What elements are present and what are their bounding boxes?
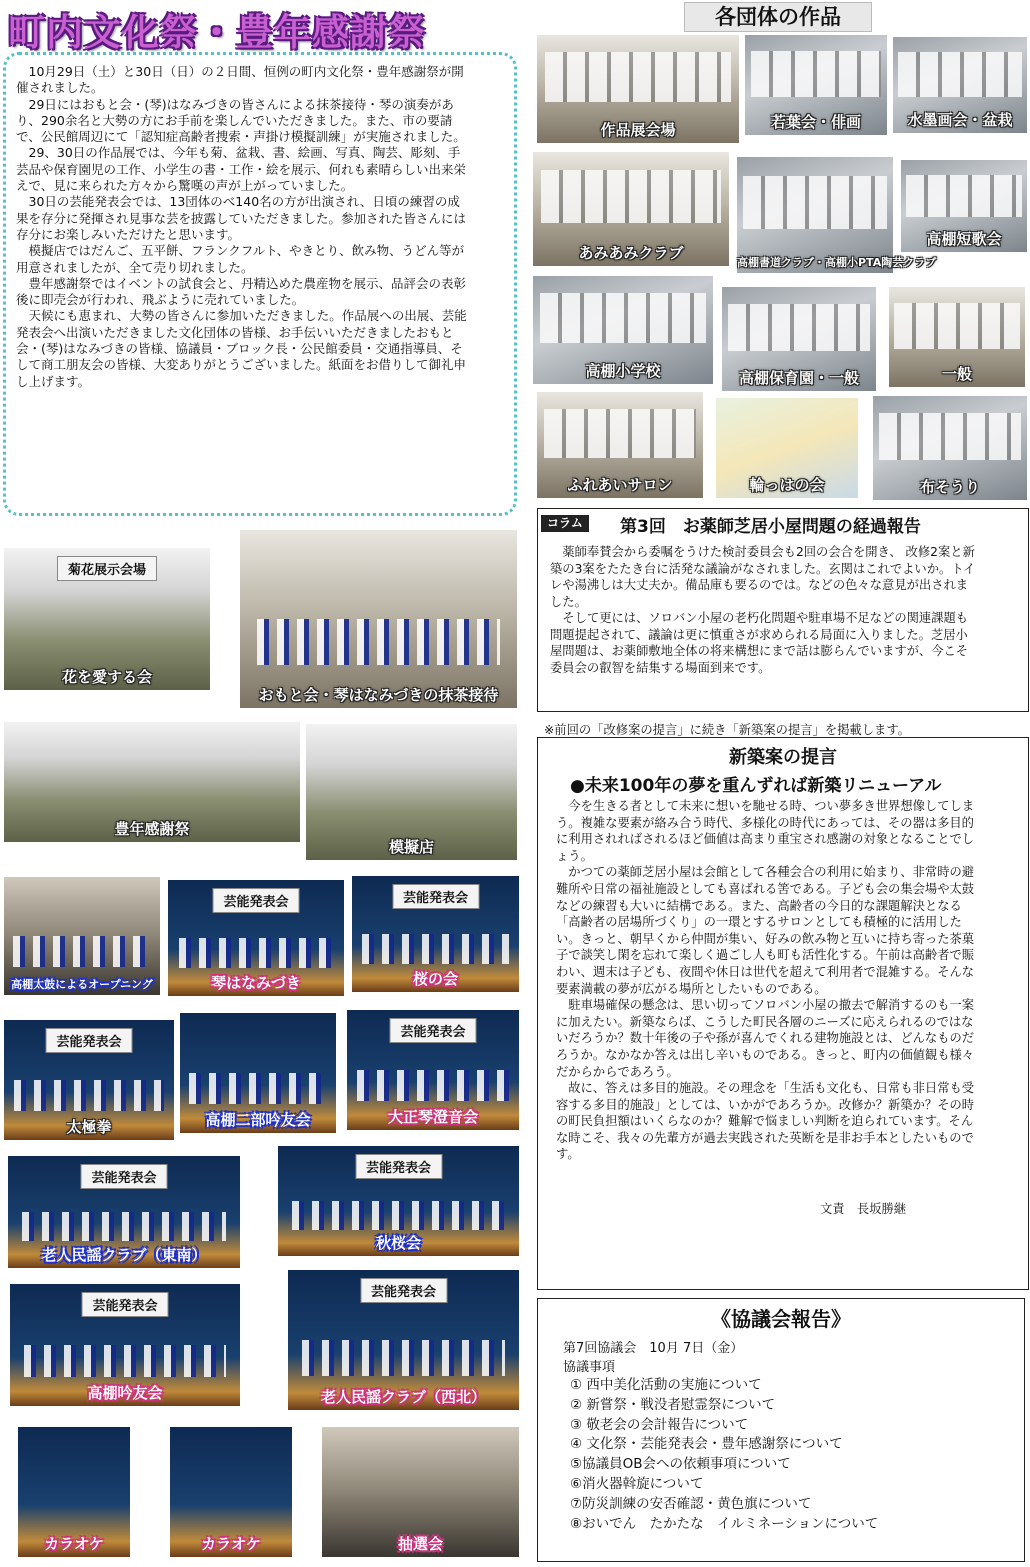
photo-content [728,304,870,352]
event-photo [18,1427,130,1557]
photo-content [13,936,150,967]
works-photo [533,152,729,266]
photo-caption: 太極拳 [66,1118,112,1136]
council-title: 《協議会報告》 [711,1307,851,1331]
column-text [550,544,976,676]
photo-content [302,1340,505,1376]
photo-content [292,1201,504,1230]
photo-content [24,1345,226,1377]
council-agenda-label: 協議事項 [563,1360,616,1375]
event-photo [168,880,344,996]
intro-paragraph: 豊年感謝祭ではイベントの試食会と、丹精込めた農産物を展示、品評会の表彰後に即売会が行われ、飛ぶように売れていました。 [16,275,467,308]
event-photo [306,724,517,860]
photo-banner: 芸能発表会 [80,1164,167,1189]
agenda-item: ⑧おいでん たかたな イルミネーションについて [570,1515,879,1532]
photo-caption: 模擬店 [388,838,434,856]
photo-caption: 琴はなみづき [211,974,301,992]
photo-caption: 高棚吟友会 [87,1384,163,1402]
photo-banner: 芸能発表会 [360,1278,447,1303]
proposal-title: 新築案の提言 [729,747,837,768]
photo-content [357,1070,508,1101]
proposal-paragraph: 駐車場確保の懸念は、思い切ってソロバン小屋の撤去で解消するのも一案に加えたい。新築ならば、こうした町民各層のニーズに応えられるのではないだろうか？数十年後の子や孫が喜んでくれる建物施設とは、どんなものだろうか。なかなか答えは出し辛いものである。きっと、町内の価値観も様々だからからであろう。 [556,998,975,1079]
photo-caption: 一般 [941,365,972,383]
intro-text [16,64,472,390]
event-photo [278,1146,519,1256]
photo-caption: 高棚保育園・一般 [738,369,859,387]
proposal-paragraph: かつての薬師芝居小屋は会館として各種会合の利用に始まり、非常時の避難所や日常の福祉施設としても喜ばれる筈である。子ども会の集会場や太鼓などの練習も大いに結構である。また、高齢者の今日的な課題解決となる「高齢者の居場所づくり」の一環とするサロンとしても積極的に活用したい。きっと、朝早くから仲間が集い、好みの飲み物と互いに持ち寄った茶菓子で談笑し閑を忘れて楽しく過ごし人も町も活性化する。午前は高齢者で賑わい、週末は子ども、夜間や休日は世代を超えて利用者で混雑する。そんな要素満載の夢が広がる場所としたいものである。 [556,865,975,996]
works-photo [533,276,713,384]
photo-caption: 高棚小学校 [585,362,661,380]
photo-caption: 老人民謡クラブ（西北） [320,1388,486,1406]
photo-banner: 芸能発表会 [389,1018,476,1043]
intro-paragraph: 模擬店ではだんご、五平餅、フランクフルト、やきとり、飲み物、うどん等が用意されましたが、全て売り切れました。 [16,243,465,275]
event-photo [347,1010,519,1130]
column-paragraph: そして更には、ソロバン小屋の老朽化問題や駐車場不足などの関連課題も問題提起されて、議論は更に慎重さが求められる局面に入りました。芝居小屋問題は、お薬師敷地全体の将来構想にまで話は膨らんでいますが、今こそ委員会の叡智を結集する場面到来です。 [550,611,969,675]
works-photo [716,398,858,498]
photo-caption: 花を愛する会 [61,668,152,686]
photo-caption: おもと会・琴はなみづきの抹茶接待 [258,686,499,704]
agenda-item: ④ 文化祭・芸能発表会・豊年感謝祭について [570,1436,843,1453]
photo-content [14,1080,164,1111]
agenda-item: ⑥消火器斡旋について [570,1475,704,1492]
works-photo [889,287,1025,387]
proposal-paragraph: 故に、答えは多目的施設。その理念を「生活も文化も、日常も非日常も受容する多目的施設」としては、いかがであろうか。改修か？新築か？その時の町民負担額はいくらなのか？難解で悩ましい判断を迫られています。そんな時こそ、我々の先輩方が過去実践された英断を是非お手本としたいものです。 [556,1081,975,1162]
photo-caption: 若葉会・俳画 [770,113,861,131]
intro-paragraph: 30日の芸能発表会では、13団体のべ140名の方が出演され、日頃の練習の成果を存分に発揮され見事な芸を披露していただきました。参加された皆さんには存分にお楽しみいただけたと思います。 [16,194,467,242]
works-section-title: 各団体の作品 [684,2,872,32]
intro-paragraph: 29、30日の作品展では、今年も菊、盆栽、書、絵画、写真、陶芸、彫刻、手芸品や保育園児の工作、小学生の書・工作・絵を展示、何れも素晴らしい出来栄えで、見に来られた方々から驚嘆の声が上がっていました。 [16,145,467,194]
event-photo [170,1427,292,1557]
photo-content [22,1212,226,1241]
photo-caption: 高棚短歌会 [926,230,1002,248]
event-photo [4,548,210,690]
event-photo [8,1156,240,1268]
proposal-text [556,798,982,1163]
event-photo [240,530,517,708]
event-photo [322,1427,519,1557]
photo-content [879,413,1021,461]
agenda-item: ① 西中美化活動の実施について [570,1377,762,1393]
photo-content [179,938,334,968]
photo-caption: ふれあいサロン [567,476,673,494]
photo-banner: 菊花展示会場 [57,556,157,581]
photo-content [894,303,1019,349]
photo-caption: 高棚書道クラブ・高棚小PTA陶芸クラブ [737,256,937,269]
works-photo [873,396,1027,500]
intro-paragraph: 10月29日（土）と30日（日）の２日間、恒例の町内文化祭・豊年感謝祭が開催されました。 [16,64,464,96]
photo-caption: 高棚太鼓によるオープニング [11,978,153,991]
photo-caption: 布そうり [919,478,980,496]
photo-content [906,175,1022,217]
photo-content [189,1073,326,1104]
intro-paragraph: 天候にも恵まれ、大勢の皆さんに参加いただきました。作品展への出展、芸能発表会へ出演いただきました文化団体の皆様、お手伝いいただきましたおもと会・(琴)はなみづきの皆様、協議員・ブロック長・公民館委員・交通指導員、そして商工朋友会の皆様、大変ありがとうございました。紙面をお借りして御礼申し上げます。 [16,308,467,389]
photo-content [898,52,1021,96]
proposal-author: 文責 長坂勝継 [820,1202,907,1216]
column-title: 第3回 お薬師芝居小屋問題の経過報告 [620,517,921,537]
photo-banner: 芸能発表会 [212,888,299,913]
photo-content [362,934,509,964]
photo-content [257,619,501,665]
event-photo [10,1284,240,1406]
event-photo [4,722,300,842]
photo-caption: 抽選会 [397,1535,443,1553]
page-title: 町内文化祭・豊年感謝祭 [8,11,426,54]
works-photo [901,160,1027,252]
photo-banner: 芸能発表会 [392,884,479,909]
photo-content [751,51,882,97]
photo-banner: 芸能発表会 [355,1154,442,1179]
photo-caption: カラオケ [201,1535,261,1553]
agenda-item: ⑤協議員OB会への依頼事項について [570,1456,791,1473]
photo-banner: 芸能発表会 [45,1028,132,1053]
photo-content [544,409,697,458]
works-photo [537,392,703,498]
works-photo [893,37,1027,133]
photo-content [743,176,887,229]
agenda-item: ⑦防災訓練の安否確認・黄色旗について [570,1495,812,1512]
event-photo [180,1013,336,1133]
photo-content [540,293,706,343]
event-photo [4,877,160,995]
photo-caption: カラオケ [44,1535,104,1553]
photo-banner: 芸能発表会 [81,1292,168,1317]
photo-caption: 豊年感謝祭 [114,820,190,838]
council-agenda-list [570,1376,878,1534]
photo-content [541,170,721,222]
photo-content [545,52,731,102]
photo-caption: 桜の会 [412,970,458,988]
works-photo [722,287,876,391]
agenda-item: ③ 敬老会の会計報告について [570,1416,749,1433]
works-photo [537,35,739,143]
photo-caption: 老人民謡クラブ（東南） [41,1246,207,1264]
agenda-item: ② 新嘗祭・戦没者慰霊祭について [570,1396,776,1413]
event-photo [4,1020,174,1140]
photo-caption: あみあみクラブ [578,244,684,262]
photo-caption: 秋桜会 [375,1234,421,1252]
column-paragraph: 薬師奉賛会から委嘱をうけた検討委員会も2回の会合を開き、 改修2案と新築の3案をたたき台に活発な議論がなされました。玄関はこれでよいか。トイレや湯沸しは大丈夫か。備品庫も要るのでは。などの色々な意見が出されました。 [550,545,976,609]
intro-paragraph: 29日にはおもと会・(琴)はなみづきの皆さんによる抹茶接待・琴の演奏があり、290余名と大勢の方にお手前を楽しんでいただきました。また、市の要請で、公民館周辺にて「認知症高齢者捜索・声掛け模擬訓練」が実施されました。 [16,96,466,145]
column-note: ※前回の「改修案の提言」に続き「新築案の提言」を掲載します。 [544,723,910,737]
works-photo [737,157,937,273]
event-photo [288,1270,519,1410]
photo-caption: 高棚二部吟友会 [205,1111,311,1129]
photo-caption: 作品展会場 [600,121,676,139]
photo-caption: 水墨画会・盆栽 [907,111,1013,129]
photo-caption: 輪っはの会 [749,476,825,494]
proposal-subtitle: ●未来100年の夢を重んずれば新築リニューアル [570,776,942,796]
column-tag: コラム [541,515,589,532]
council-meeting: 第7回協議会 10月 7日（金） [563,1341,744,1356]
photo-caption: 大正琴澄音会 [387,1108,478,1126]
works-photo [745,35,887,135]
proposal-paragraph: 今を生きる者として未来に想いを馳せる時、つい夢多き世界想像してしまう。複雑な要素が絡み合う時代、多様化の時代にあっては、その器は多目的に利用されればされるほど価値は高まり重宝され感謝の対象となることでしょう。 [556,799,975,863]
event-photo [352,876,519,992]
